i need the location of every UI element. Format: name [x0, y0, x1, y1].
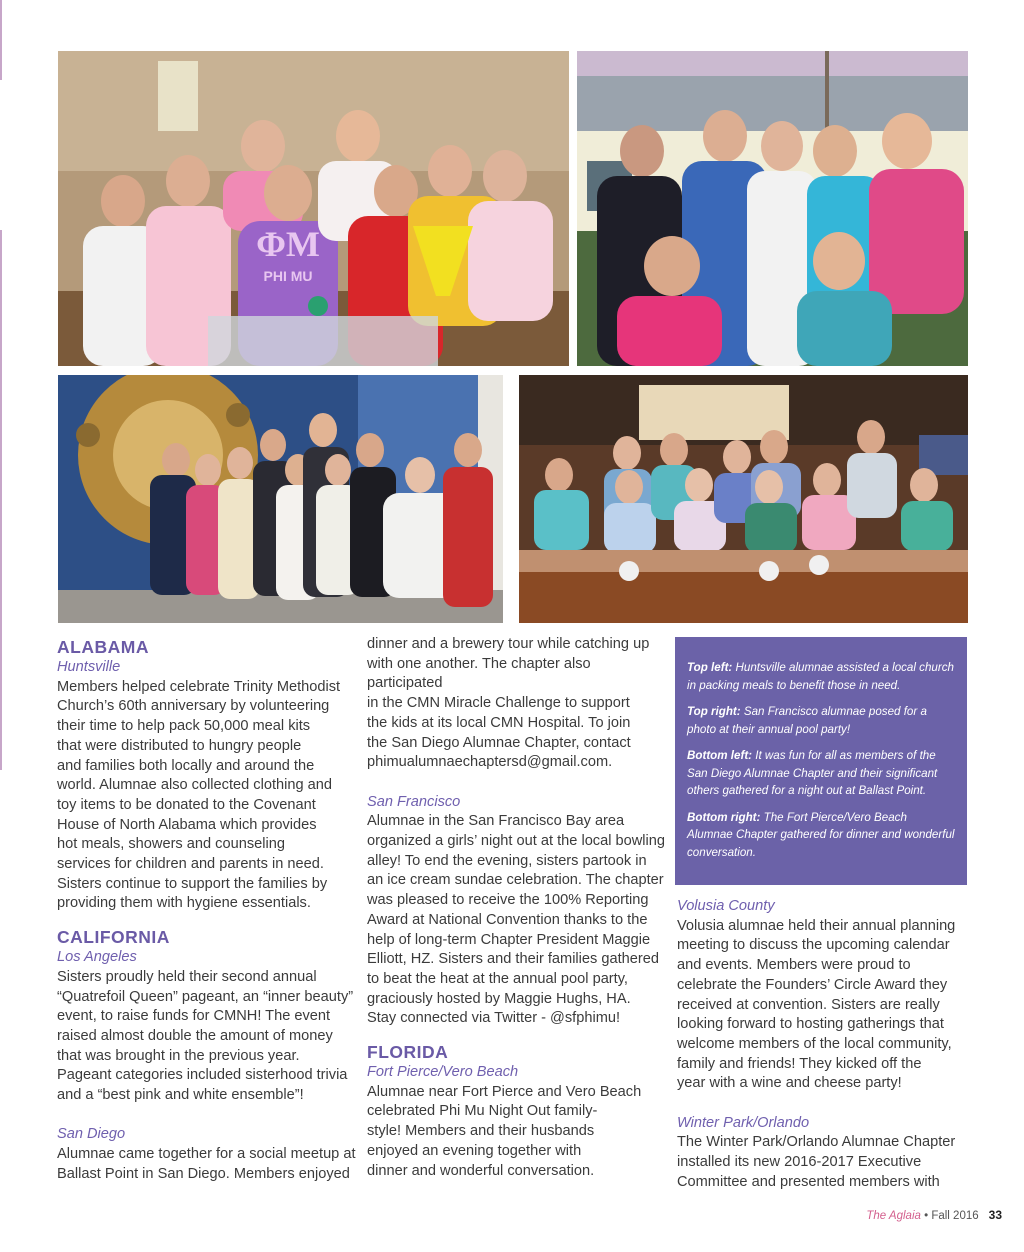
page-edge-mark [0, 230, 2, 770]
city-heading-winter-park: Winter Park/Orlando [677, 1114, 810, 1131]
text-line: celebrated Phi Mu Night Out family- [367, 1103, 598, 1120]
state-heading-florida: FLORIDA [367, 1042, 449, 1063]
text-line: raised almost double the amount of money [57, 1027, 333, 1044]
text-line: meeting to discuss the upcoming calendar [677, 937, 950, 954]
text-line: Award at National Convention thanks to the [367, 911, 648, 928]
shirt-text: PHI MU [263, 268, 313, 284]
photo-bottom-right [519, 375, 968, 623]
text-line: that was brought in the previous year. [57, 1047, 300, 1064]
article-san-diego [57, 1145, 357, 1184]
article-los-angeles [57, 968, 357, 1106]
caption-top-left [687, 659, 955, 694]
caption-text: Huntsville alumnae assisted a local church in packing meals to benefit those in need. [687, 661, 954, 692]
text-line: world. Alumnae also collected clothing and [57, 777, 333, 794]
caption-text: It was fun for all as members of the San Diego Alumnae Chapter and their significant others gathered for a night out at Ballast Point. [687, 749, 938, 797]
text-line: enjoyed an evening together with [367, 1142, 582, 1159]
text-line: help of long-term Chapter President Maggie [367, 931, 651, 948]
text-line: received at convention. Sisters are really [677, 996, 940, 1013]
text-line: looking forward to hosting gatherings that [677, 1016, 944, 1033]
city-heading-fort-pierce: Fort Pierce/Vero Beach [367, 1064, 519, 1081]
city-heading-san-diego: San Diego [57, 1126, 126, 1143]
text-line: Ballast Point in San Diego. Members enjoyed [57, 1165, 350, 1182]
article-volusia [677, 917, 977, 1094]
photo-captions-box [675, 637, 967, 885]
text-line: Alumnae came together for a social meetup at [57, 1146, 356, 1163]
text-line: House of North Alabama which provides [57, 816, 317, 833]
huntsville-photo [58, 51, 569, 366]
text-line: the kids at its local CMN Hospital. To join [367, 714, 631, 731]
text-line: Stay connected via Twitter - @sfphimu! [367, 1010, 621, 1027]
article-fort-pierce [367, 1083, 667, 1182]
text-line: style! Members and their husbands [367, 1123, 595, 1140]
text-line: family and friends! They kicked off the [677, 1055, 922, 1072]
text-line: the San Diego Alumnae Chapter, contact [367, 734, 631, 751]
caption-top-right [687, 703, 955, 738]
text-line: Pageant categories included sisterhood trivia [57, 1067, 348, 1084]
text-line: providing them with hygiene essentials. [57, 895, 311, 912]
text-line: Members helped celebrate Trinity Methodist [57, 678, 341, 695]
caption-label: Bottom left: [687, 749, 753, 762]
magazine-name: The Aglaia [866, 1210, 921, 1222]
caption-bottom-right [687, 809, 955, 862]
city-heading-los-angeles: Los Angeles [57, 949, 137, 966]
caption-label: Top right: [687, 705, 741, 718]
email-link: phimualumnaechaptersd@gmail.com. [367, 754, 613, 771]
text-line: The Winter Park/Orlando Alumnae Chapter [677, 1134, 956, 1151]
caption-label: Bottom right: [687, 810, 761, 824]
page-number: 33 [988, 1208, 1002, 1222]
column-1 [57, 632, 357, 1185]
caption-text: San Francisco alumnae posed for a photo at their annual pool party! [687, 705, 927, 736]
text-line: and a “best pink and white ensemble”! [57, 1087, 304, 1104]
article-winter-park [677, 1133, 977, 1192]
text-line: and families both locally and around the [57, 757, 315, 774]
text-line: year with a wine and cheese party! [677, 1075, 902, 1092]
fort-pierce-photo [519, 375, 968, 623]
state-heading-california: CALIFORNIA [57, 927, 170, 948]
text-line: “Quatrefoil Queen” pageant, an “inner beauty” [57, 988, 354, 1005]
text-line: event, to raise funds for CMNH! The event [57, 1008, 331, 1025]
san-francisco-photo [577, 51, 968, 366]
text-line: welcome members of the local community, [677, 1035, 952, 1052]
article-san-diego-continued [367, 635, 667, 773]
text-line: celebrate the Founders’ Circle Award they [677, 976, 948, 993]
page-edge-mark [0, 0, 2, 80]
caption-label: Top left: [687, 661, 733, 674]
city-heading-volusia: Volusia County [677, 898, 775, 914]
caption-text: The Fort Pierce/Vero Beach Alumnae Chapter gathered for dinner and wonderful conversation. [687, 810, 955, 859]
city-heading-huntsville: Huntsville [57, 659, 121, 675]
text-line: hot meals, showers and counseling [57, 836, 285, 853]
footer-separator: • [920, 1210, 932, 1222]
shirt-letters: ΦM [256, 224, 320, 264]
text-line: dinner and wonderful conversation. [367, 1162, 595, 1179]
article-huntsville [57, 678, 357, 914]
san-diego-photo [58, 375, 503, 623]
text-line: Alumnae in the San Francisco Bay area [367, 813, 625, 830]
text-line: toy items to be donated to the Covenant [57, 796, 316, 813]
text-line: with one another. The chapter also participated [367, 655, 591, 692]
text-line: services for children and parents in need. [57, 856, 324, 873]
text-line: that were distributed to hungry people [57, 737, 302, 754]
photo-bottom-left [58, 375, 503, 623]
text-line: graciously hosted by Maggie Hughs, HA. [367, 990, 631, 1007]
text-line: and events. Members were proud to [677, 957, 911, 974]
text-line: alley! To end the evening, sisters partook in [367, 852, 647, 869]
caption-bottom-left [687, 747, 955, 800]
text-line: Sisters continue to support the families by [57, 875, 328, 892]
text-line: Sisters proudly held their second annual [57, 968, 317, 985]
text-line: Church’s 60th anniversary by volunteering [57, 698, 330, 715]
text-line: was pleased to receive the 100% Reporting [367, 892, 649, 909]
article-san-francisco [367, 812, 667, 1029]
city-heading-san-francisco: San Francisco [367, 793, 461, 810]
issue-label: Fall 2016 [931, 1210, 979, 1222]
text-line: Alumnae near Fort Pierce and Vero Beach [367, 1083, 642, 1100]
text-line: installed its new 2016-2017 Executive [677, 1154, 922, 1171]
page-footer [866, 1208, 1002, 1222]
column-3 [677, 897, 977, 1193]
photo-top-right [577, 51, 968, 366]
text-line: Volusia alumnae held their annual planning [677, 917, 956, 934]
text-line: an ice cream sundae celebration. The chapter [367, 872, 664, 889]
text-line: in the CMN Miracle Challenge to support [367, 695, 630, 712]
photo-top-left [58, 51, 569, 366]
text-line: Committee and presented members with [677, 1173, 940, 1190]
column-2 [367, 635, 667, 1181]
text-line: to beat the heat at the annual pool party, [367, 970, 628, 987]
state-heading-alabama: ALABAMA [57, 637, 149, 657]
text-line: dinner and a brewery tour while catching up [367, 636, 650, 652]
text-line: their time to help pack 50,000 meal kits [57, 718, 311, 735]
text-line: organized a girls’ night out at the local bowling [367, 833, 666, 850]
text-line: Elliott, HZ. Sisters and their families gathered [367, 951, 659, 968]
